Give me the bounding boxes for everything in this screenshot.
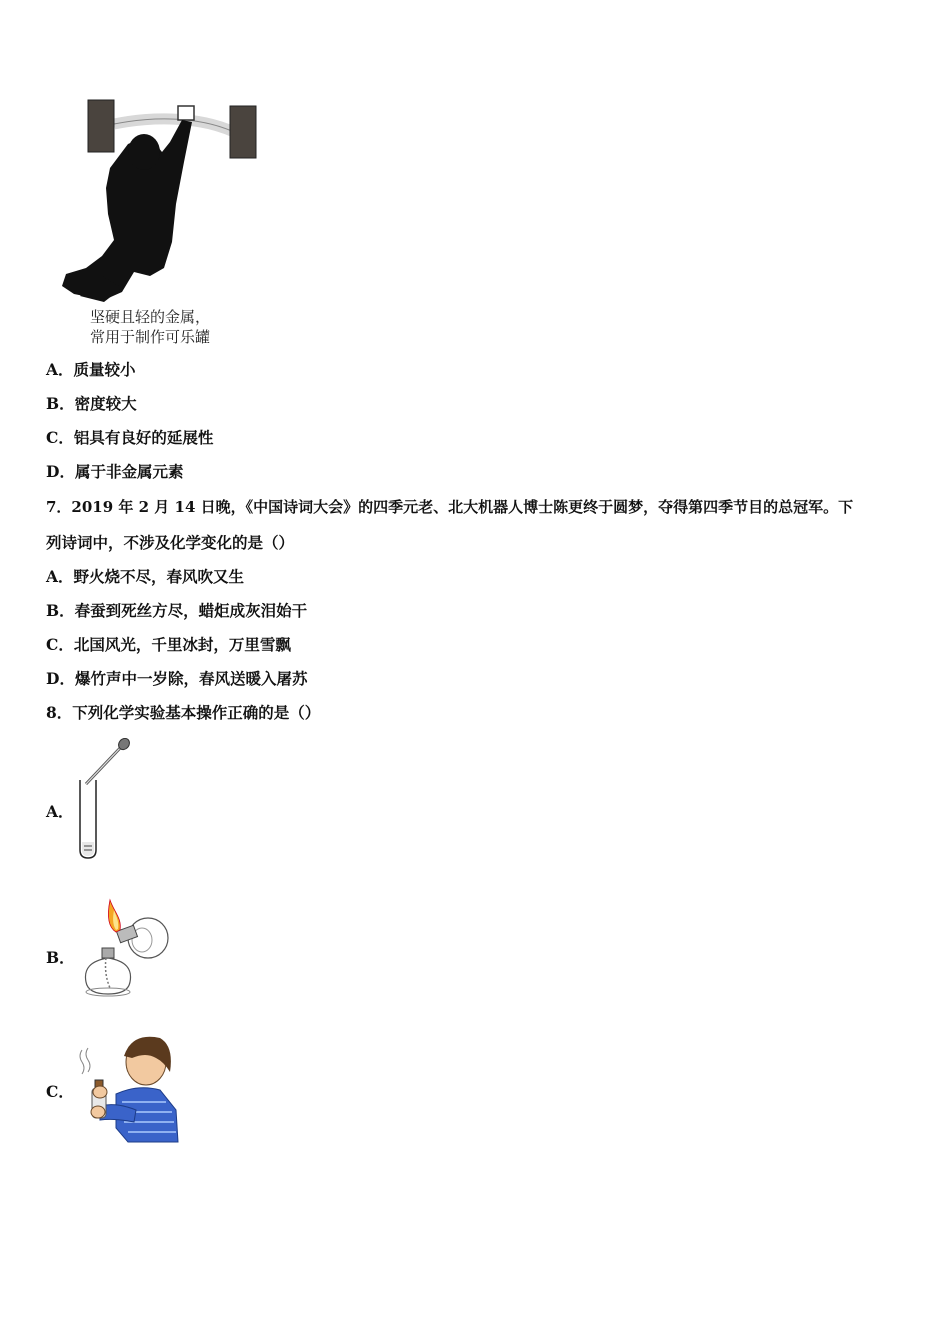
boy-smelling-bottle-icon [76,1032,182,1144]
q7-stem-line1: 7．2019 年 2 月 14 日晚，《中国诗词大会》的四季元老、北大机器人博士陈更终于圆梦，夺得第四季节目的总冠军。下 [46,498,854,516]
q8-option-c-label: C． [46,1082,74,1101]
q7-option-d: D．爆竹声中一岁除，春风送暖入屠苏 [46,669,308,688]
q6-option-d: D．属于非金属元素 [46,462,184,481]
q8-option-a-label: A． [46,802,74,821]
q8-option-b-label: B． [46,948,75,967]
q7-option-b: B．春蚕到死丝方尽，蜡炬成灰泪始干 [46,601,308,620]
q6-option-b: B．密度较大 [46,394,137,413]
q6-option-c: C．铝具有良好的延展性 [46,428,214,447]
q8-stem: 8．下列化学实验基本操作正确的是（） [46,703,321,722]
q7-stem-line2: 列诗词中，不涉及化学变化的是（） [46,533,295,552]
q6-option-a: A．质量较小 [46,360,136,379]
figure-caption-line2: 常用于制作可乐罐 [90,328,211,346]
q7-option-a: A．野火烧不尽，春风吹又生 [46,567,245,586]
alcohol-lamp-lighting-icon [76,896,176,1000]
figure-caption-line1: 坚硬且轻的金属， [90,308,211,326]
dropper-test-tube-icon [72,738,132,860]
q7-option-c: C．北国风光，千里冰封，万里雪飘 [46,635,291,654]
weightlifter-figure [44,96,264,308]
figure-caption [90,308,210,347]
